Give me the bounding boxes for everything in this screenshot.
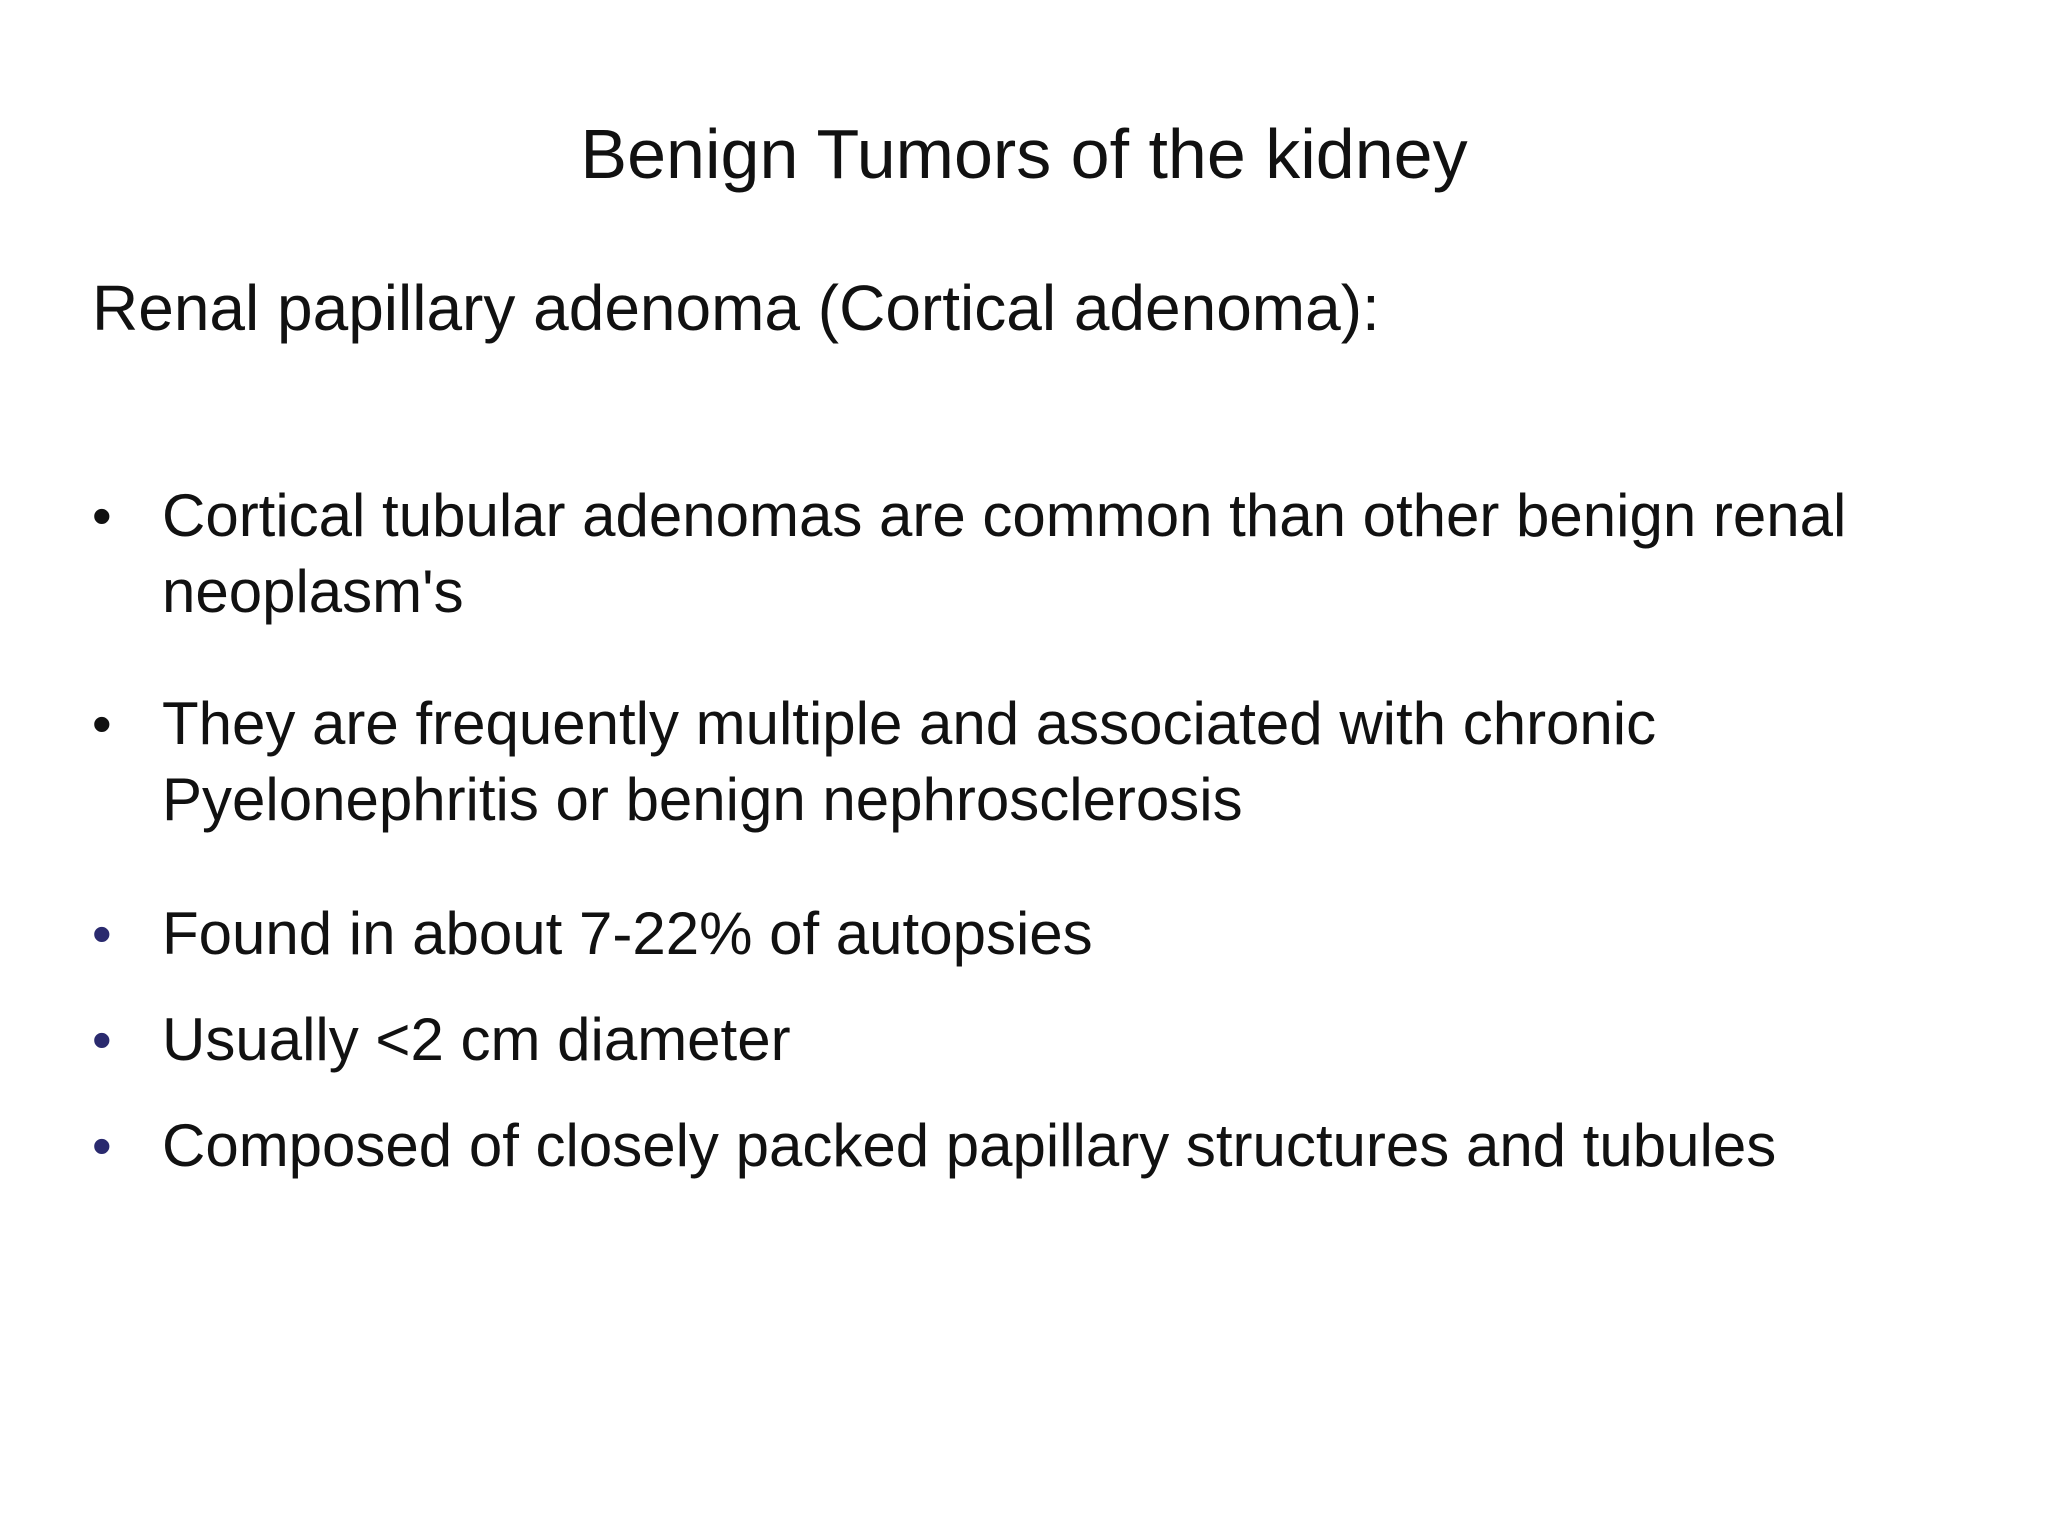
slide-title: Benign Tumors of the kidney [580,115,1468,193]
bullet-marker: • [92,484,112,547]
bullet-marker: • [92,902,112,965]
bullet-text: Usually <2 cm diameter [162,1006,791,1073]
bullet-marker: • [92,1114,112,1177]
bullet-text: Cortical tubular adenomas are common than other benign renal neoplasm's [162,482,1847,625]
bullet-marker: • [92,1008,112,1071]
bullet-text: They are frequently multiple and associated with chronic Pyelonephritis or benign nephrosclerosis [162,690,1657,833]
bullet-text: Found in about 7-22% of autopsies [162,900,1093,967]
bullet-marker: • [92,692,112,755]
bullet-text: Composed of closely packed papillary structures and tubules [162,1112,1777,1179]
slide-subtitle: Renal papillary adenoma (Cortical adenoma): [92,272,1380,344]
